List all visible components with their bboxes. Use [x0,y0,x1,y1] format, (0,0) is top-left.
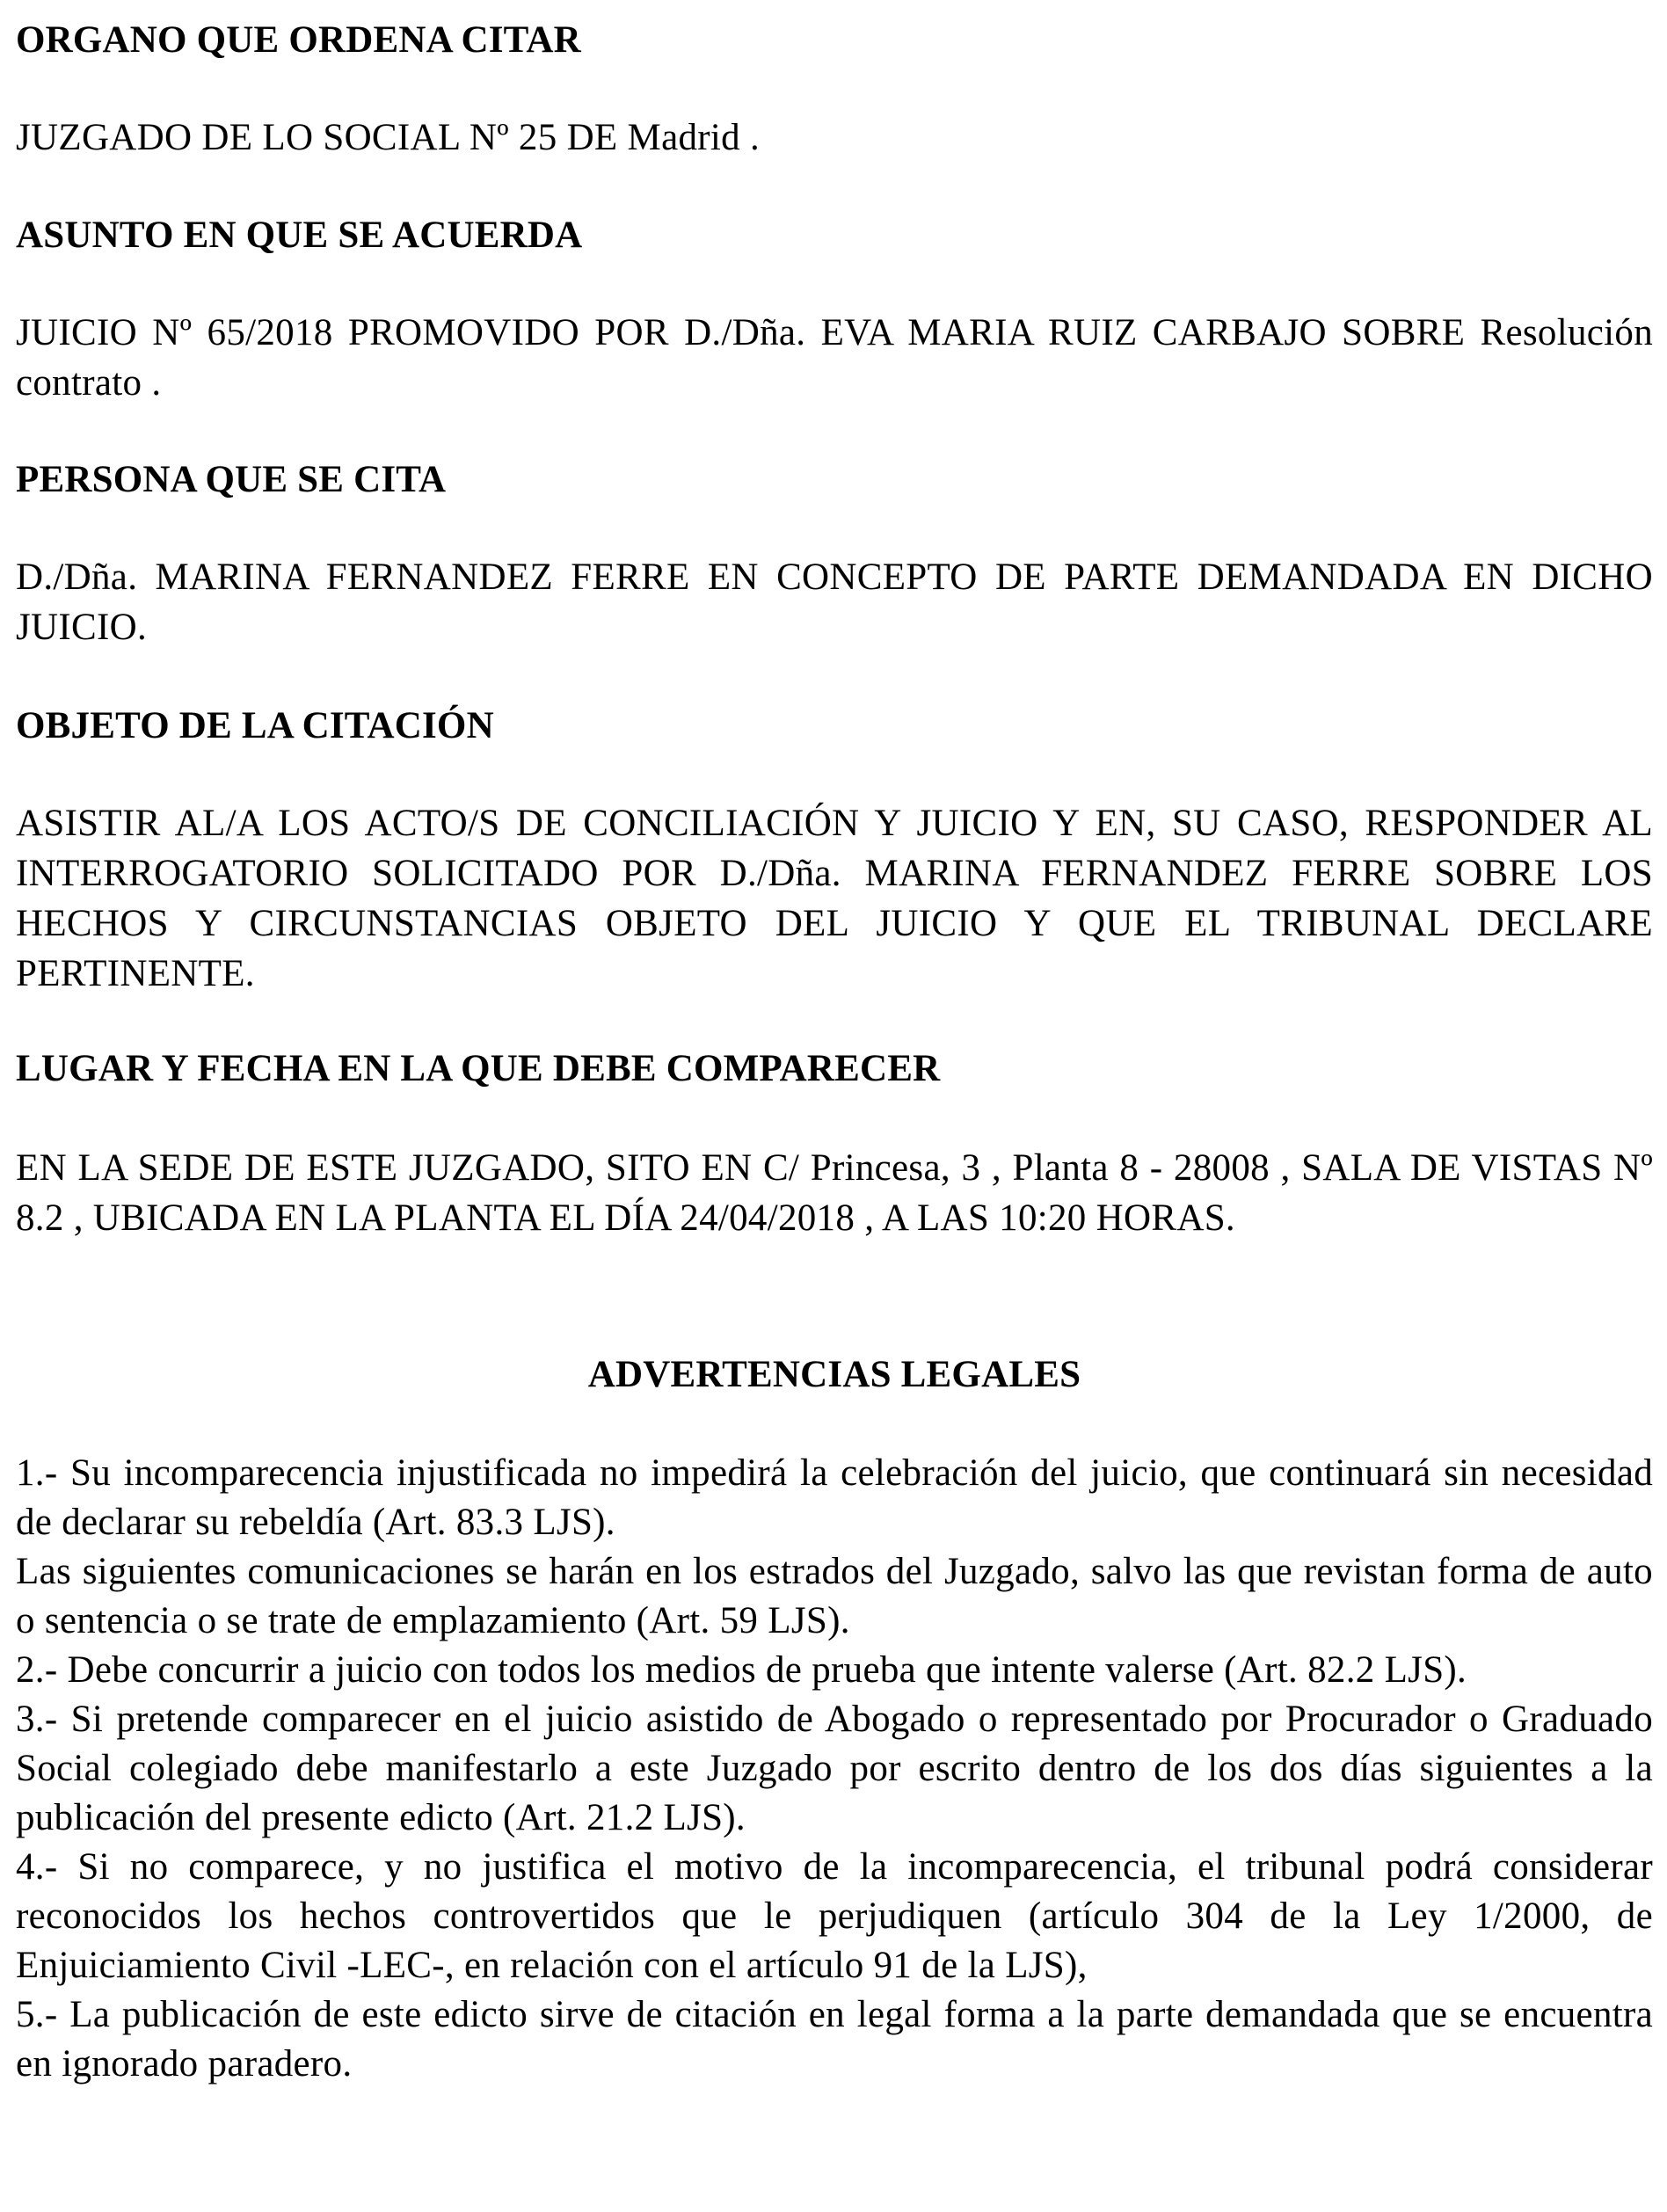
warnings-list [16,1449,1653,2089]
section-text: EN LA SEDE DE ESTE JUZGADO, SITO EN C/ Princesa, 3 , Planta 8 - 28008 , SALA DE VISTAS Nº 8.2 , UBICADA EN LA PLANTA EL DÍA 24/04/2018 , A LAS 10:20 HORAS. [16,1147,1653,1239]
warning-item: 4.- Si no comparece, y no justifica el motivo de la incomparecencia, el tribunal podrá considerar reconocidos los hechos controvertidos que le perjudiquen (artículo 304 de la Ley 1/2000, de Enjuiciamiento Civil -LEC-, en relación con el artículo 91 de la LJS), [16,1846,1653,1986]
section-objeto-body [16,798,1653,999]
section-persona [16,455,1653,505]
section-heading: LUGAR Y FECHA EN LA QUE DEBE COMPARECER [16,1048,941,1089]
section-text: D./Dña. MARINA FERNANDEZ FERRE EN CONCEPTO DE PARTE DEMANDADA EN DICHO JUICIO. [16,557,1653,648]
section-text: JUICIO Nº 65/2018 PROMOVIDO POR D./Dña. EVA MARIA RUIZ CARBAJO SOBRE Resolución contrato . [16,312,1653,404]
section-asunto [16,211,1653,260]
section-lugar-body [16,1143,1653,1243]
section-heading: ORGANO QUE ORDENA CITAR [16,19,581,61]
warnings-title: ADVERTENCIAS LEGALES [587,1354,1081,1395]
section-organo-body [16,113,1653,163]
warning-item: 5.- La publicación de este edicto sirve de citación en legal forma a la parte demandada que se encuentra en ignorado paradero. [16,1994,1653,2085]
section-persona-body [16,552,1653,652]
warning-item: Las siguientes comunicaciones se harán en los estrados del Juzgado, salvo las que revistan forma de auto o sentencia o se trate de emplazamiento (Art. 59 LJS). [16,1551,1653,1641]
section-objeto [16,702,1653,751]
section-text: JUZGADO DE LO SOCIAL Nº 25 DE Madrid . [16,117,761,158]
warning-item: 2.- Debe concurrir a juicio con todos los medios de prueba que intente valerse (Art. 82.2 LJS). [16,1649,1467,1691]
warnings-title-block [16,1350,1653,1400]
section-heading: OBJETO DE LA CITACIÓN [16,705,494,746]
warning-item: 1.- Su incomparecencia injustificada no impedirá la celebración del juicio, que continuará sin necesidad de declarar su rebeldía (Art. 83.3 LJS). [16,1452,1653,1543]
section-heading: PERSONA QUE SE CITA [16,459,447,500]
section-heading: ASUNTO EN QUE SE ACUERDA [16,215,583,256]
section-text: ASISTIR AL/A LOS ACTO/S DE CONCILIACIÓN Y JUICIO Y EN, SU CASO, RESPONDER AL INTERROGATORIO SOLICITADO POR D./Dña. MARINA FERNANDEZ FERRE SOBRE LOS HECHOS Y CIRCUNSTANCIAS OBJETO DEL JUICIO Y QUE EL TRIBUNAL DECLARE PERTINENTE. [16,803,1653,994]
section-asunto-body [16,308,1653,408]
section-organo [16,16,1653,65]
warning-item: 3.- Si pretende comparecer en el juicio asistido de Abogado o representado por Procurador o Graduado Social colegiado debe manifestarlo a este Juzgado por escrito dentro de los dos días siguientes a la publicación del presente edicto (Art. 21.2 LJS). [16,1699,1653,1838]
section-lugar [16,1044,1653,1094]
